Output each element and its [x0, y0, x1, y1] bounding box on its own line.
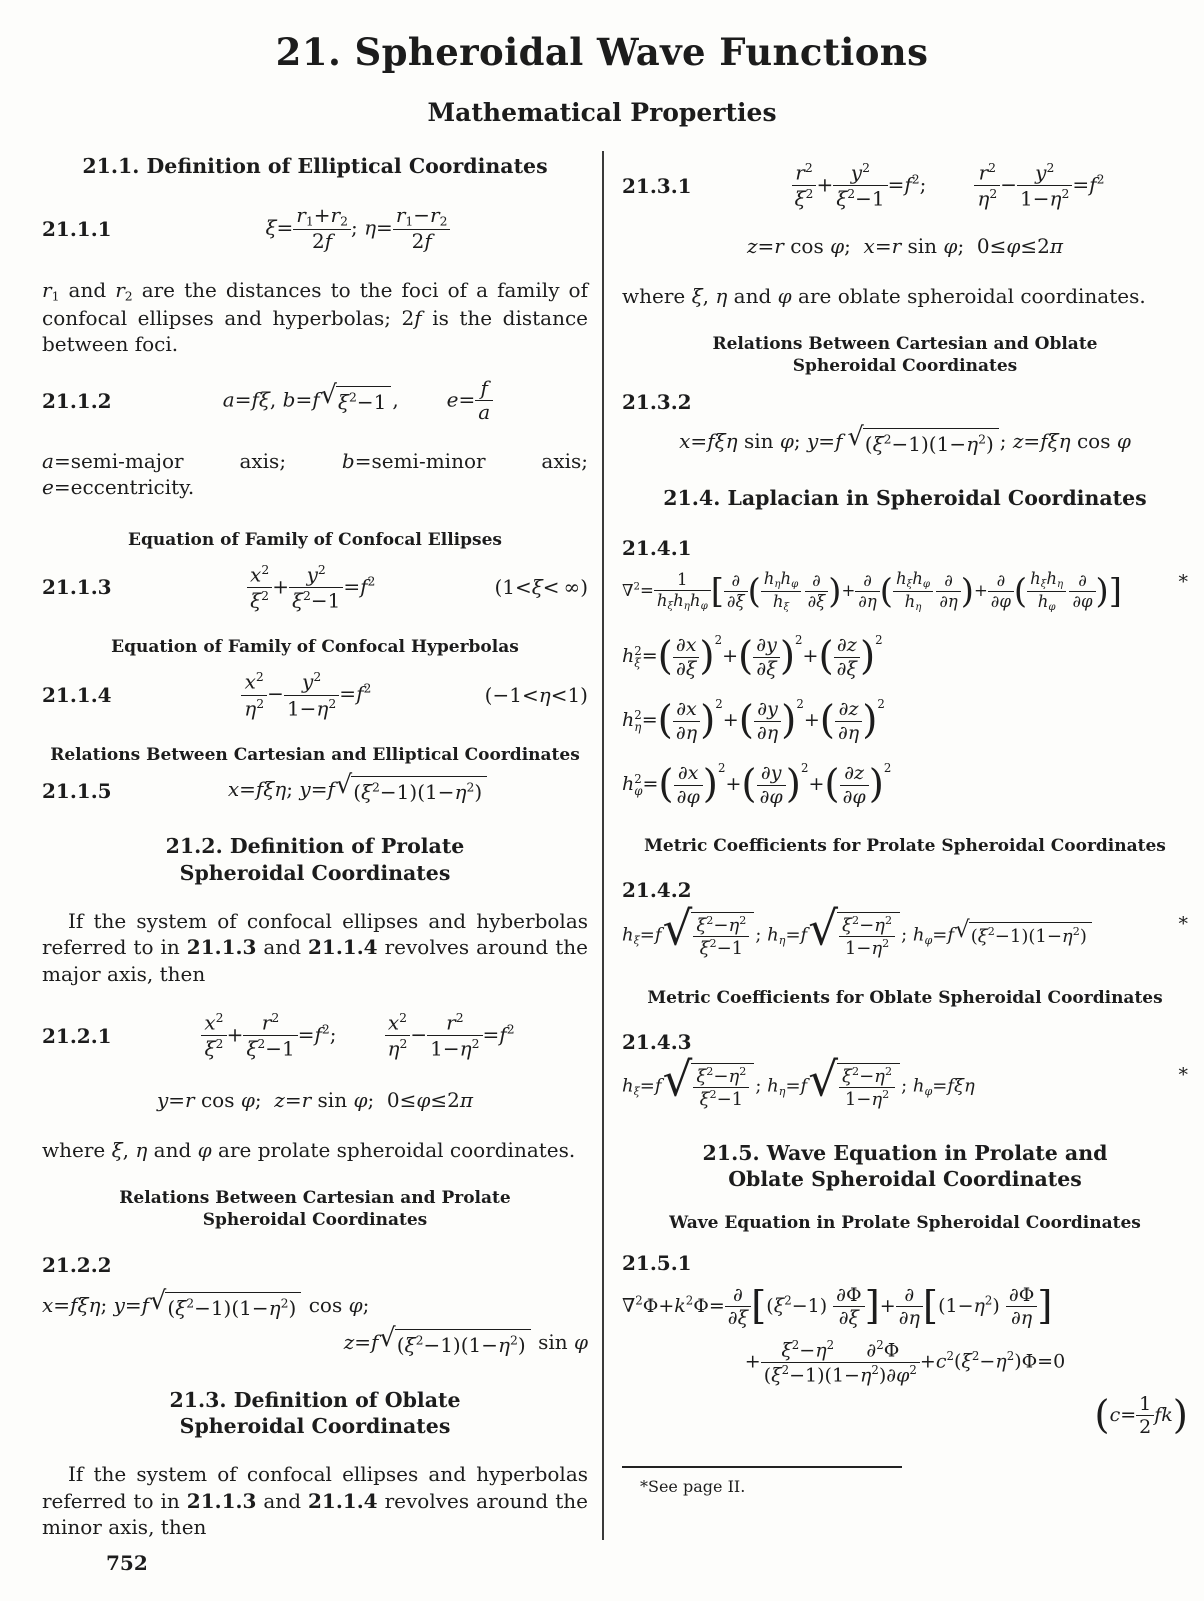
page-title: 21. Spheroidal Wave Functions — [275, 30, 929, 74]
paragraph-where-oblate: where ξ, η and φ are oblate spheroidal coordinates. — [622, 283, 1146, 308]
equation-h-phi: h 2 φ =( $\frac{\partial x}{\partial\varphi}$ )$^2$+( $\frac{\partial y}{\partial\varphi}$ )$^2$+( $\frac{\partial z}{\partial\varphi}$ )$^2$ — [622, 761, 892, 808]
equation-number: 21.1.3 — [42, 575, 112, 600]
equation-oblate-angles: z=r cos φ; x=r sin φ; 0≤φ≤2π — [746, 233, 1064, 258]
paragraph-prolate-intro: If the system of confocal ellipses and hyberbolas referred to in 21.1.3 and 21.1.4 revolves around the major axis, then — [42, 908, 588, 986]
heading-metric-oblate: Metric Coefficients for Oblate Spheroidal Coordinates — [647, 987, 1163, 1008]
equation-number: 21.1.2 — [42, 388, 112, 413]
paragraph-where-prolate: where ξ, η and φ are prolate spheroidal coordinates. — [42, 1137, 576, 1162]
equation-number-21-4-1: 21.4.1 — [622, 536, 692, 561]
footnote-rule — [622, 1466, 902, 1468]
equation-number: 21.3.1 — [622, 173, 692, 198]
equation-21-1-4 — [42, 670, 588, 720]
equation-number-21-2-2: 21.2.2 — [42, 1252, 112, 1277]
equation-21-1-1 — [42, 205, 588, 253]
heading-wave-prolate: Wave Equation in Prolate Spheroidal Coordinates — [669, 1213, 1141, 1234]
equation-body: $\frac{x^2}{\xi^2}$ + $\frac{y^2}{\xi^2-1}$ $=f^2$ — [128, 563, 494, 613]
paragraph-oblate-intro: If the system of confocal ellipses and hyperbolas referred to in 21.1.3 and 21.1.4 revolves around the minor axis, then — [42, 1462, 588, 1539]
heading-confocal-ellipses: Equation of Family of Confocal Ellipses — [128, 529, 502, 550]
section-heading-21-2: 21.2. Definition of Prolate Spheroidal Coordinates — [165, 834, 465, 885]
equation-21-1-2 — [42, 375, 588, 425]
equation-number: 21.2.1 — [42, 1023, 112, 1048]
equation-number-21-4-2: 21.4.2 — [622, 878, 692, 903]
section-heading-21-3: 21.3. Definition of Oblate Spheroidal Coordinates — [169, 1387, 461, 1438]
two-column-layout — [8, 151, 1196, 1540]
heading-confocal-hyperbolas: Equation of Family of Confocal Hyperbolas — [111, 637, 519, 658]
equation-body: $\frac{x^2}{\eta^2}$ − $\frac{y^2}{1-\eta^2}$ $=f^2$ — [128, 670, 485, 720]
equation-body: ∇$^2$= $\frac{1}{h_\xi h_\eta h_\varphi}$ [ $\frac{\partial}{\partial\xi}$ ( $\frac{h_\eta h_\varphi}{h_\xi}$ $\frac{\partial}{\partial\xi}$ )+ $\frac{\partial}{\partial\eta}$ ( $\frac{h_\xi h_\varphi}{h_\eta}$ $\frac{\partial}{\partial\eta}$ )+ $\frac{\partial}{\partial\varphi}$ ( $\frac{h_\xi h_\eta}{h_\varphi}$ $\frac{\partial}{\partial\varphi}$ )] — [622, 568, 1122, 614]
equation-21-5-1-line3: (c= $\frac{1}{2}$ fk) — [1094, 1392, 1188, 1439]
footnote-asterisk: * — [1178, 912, 1188, 935]
section-heading-21-5: 21.5. Wave Equation in Prolate and Oblate Spheroidal Coordinates — [702, 1140, 1108, 1192]
equation-body: $h_\xi=f$ √ $\frac{\xi^2-\eta^2}{\xi^2-1}$ ; $h_\eta=f$ √ $\frac{\xi^2-\eta^2}{1-\eta^2}$ ; $h_\varphi=f$ √ $(\xi^2-1)(1-\eta^2)$ — [622, 912, 1175, 959]
right-column — [602, 151, 1196, 1540]
page-subtitle: Mathematical Properties — [427, 98, 777, 127]
equation-21-3-2: x=fξη sin φ; y=f √ $(\xi^2-1)(1-\eta^2)$ ; z=fξη cos φ — [679, 421, 1131, 456]
equation-21-2-1 — [42, 1011, 588, 1061]
equation-21-5-1-line1: $\nabla^2\Phi+k^2\Phi=$ $\frac{\partial}{\partial\xi}$ [$(\xi^2-1)$ $\frac{\partial\Phi}{\partial\xi}$ ]+ $\frac{\partial}{\partial\eta}$ [$(1-\eta^2)$ $\frac{\partial\Phi}{\partial\eta}$ ] — [622, 1283, 1053, 1330]
left-column — [8, 151, 602, 1540]
paragraph-axes: a=semi-major axis; b=semi-minor axis; e=eccentricity. — [42, 449, 589, 500]
equation-number-21-5-1: 21.5.1 — [622, 1251, 692, 1276]
paragraph-foci: $r_1$ and $r_2$ are the distances to the foci of a family of confocal ellipses and hyperbolas; 2f is the distance between foci. — [42, 277, 589, 357]
equation-body: ξ= $\frac{r_1+r_2}{2f}$ ; η= $\frac{r_1-r_2}{2f}$ — [128, 205, 588, 253]
equation-body: $h_\xi=f$ √ $\frac{\xi^2-\eta^2}{\xi^2-1}$ ; $h_\eta=f$ √ $\frac{\xi^2-\eta^2}{1-\eta^2}$ ; $h_\varphi=f\xi\eta$ — [622, 1053, 975, 1111]
heading-relations-prolate: Relations Between Cartesian and Prolate Spheroidal Coordinates — [119, 1188, 511, 1231]
equation-21-1-3 — [42, 563, 588, 613]
equation-21-3-1 — [622, 161, 1188, 211]
equation-number: 21.1.5 — [42, 778, 112, 803]
equation-21-2-2-line1: x=fξη; y=f √ $(\xi^2-1)(1-\eta^2)$ cos φ; — [42, 1285, 370, 1320]
equation-21-5-1-line2: + $\frac{\xi^2-\eta^2 \partial^2\Phi}{(\xi^2-1)(1-\eta^2)\partial\varphi^2}$ $+c^2(\xi^2-\eta^2)\Phi=0$ — [744, 1337, 1066, 1387]
equation-21-4-2 — [622, 902, 1188, 960]
equation-body: $\frac{r^2}{\xi^2}$ + $\frac{y^2}{\xi^2-1}$ $=f^2$; $\frac{r^2}{\eta^2}$ − $\frac{y^2}{1-\eta^2}$ $=f^2$ — [708, 161, 1188, 211]
equation-21-2-2-line2: z=f √ $(\xi^2-1)(1-\eta^2)$ sin φ — [343, 1323, 588, 1358]
heading-relations-elliptical: Relations Between Cartesian and Elliptical Coordinates — [50, 744, 580, 765]
section-heading-21-4: 21.4. Laplacian in Spheroidal Coordinates — [663, 486, 1147, 511]
equation-body: x=fξη; y=f √ $(\xi^2-1)(1-\eta^2)$ — [128, 776, 588, 805]
equation-21-4-1 — [622, 570, 1188, 613]
equation-number: 21.1.4 — [42, 683, 112, 708]
equation-21-4-3 — [622, 1053, 1188, 1111]
footnote-text: *See page II. — [640, 1476, 746, 1496]
equation-condition: (−1<η<1) — [484, 683, 588, 708]
page-number: 752 — [106, 1551, 148, 1575]
heading-metric-prolate: Metric Coefficients for Prolate Spheroidal Coordinates — [644, 836, 1166, 857]
equation-h-eta: h 2 η =( $\frac{\partial x}{\partial\eta}$ )$^2$+( $\frac{\partial y}{\partial\eta}$ )$^2$+( $\frac{\partial z}{\partial\eta}$ )$^2$ — [622, 697, 885, 744]
equation-h-xi: h 2 ξ =( $\frac{\partial x}{\partial\xi}$ )$^2$+( $\frac{\partial y}{\partial\xi}$ )$^2$+( $\frac{\partial z}{\partial\xi}$ )$^2$ — [622, 633, 883, 680]
equation-body: a=fξ, b=f √ $\xi^2-1$ , e= $\frac{f}{a}$ — [128, 378, 588, 424]
heading-relations-oblate: Relations Between Cartesian and Oblate Spheroidal Coordinates — [712, 334, 1098, 377]
equation-number: 21.1.1 — [42, 216, 112, 241]
equation-condition: (1<ξ< ∞) — [494, 575, 588, 600]
footnote-asterisk: * — [1178, 1064, 1188, 1087]
equation-body: $\frac{x^2}{\xi^2}$ + $\frac{r^2}{\xi^2-1}$ $=f^2$; $\frac{x^2}{\eta^2}$ − $\frac{r^2}{1-\eta^2}$ $=f^2$ — [128, 1011, 588, 1061]
equation-21-1-5 — [42, 769, 588, 805]
equation-number-21-4-3: 21.4.3 — [622, 1029, 692, 1054]
equation-prolate-angles: y=r cos φ; z=r sin φ; 0≤φ≤2π — [156, 1087, 474, 1112]
footnote-asterisk: * — [1178, 570, 1188, 593]
equation-number-21-3-2: 21.3.2 — [622, 390, 692, 415]
section-heading-21-1: 21.1. Definition of Elliptical Coordinates — [82, 154, 548, 178]
